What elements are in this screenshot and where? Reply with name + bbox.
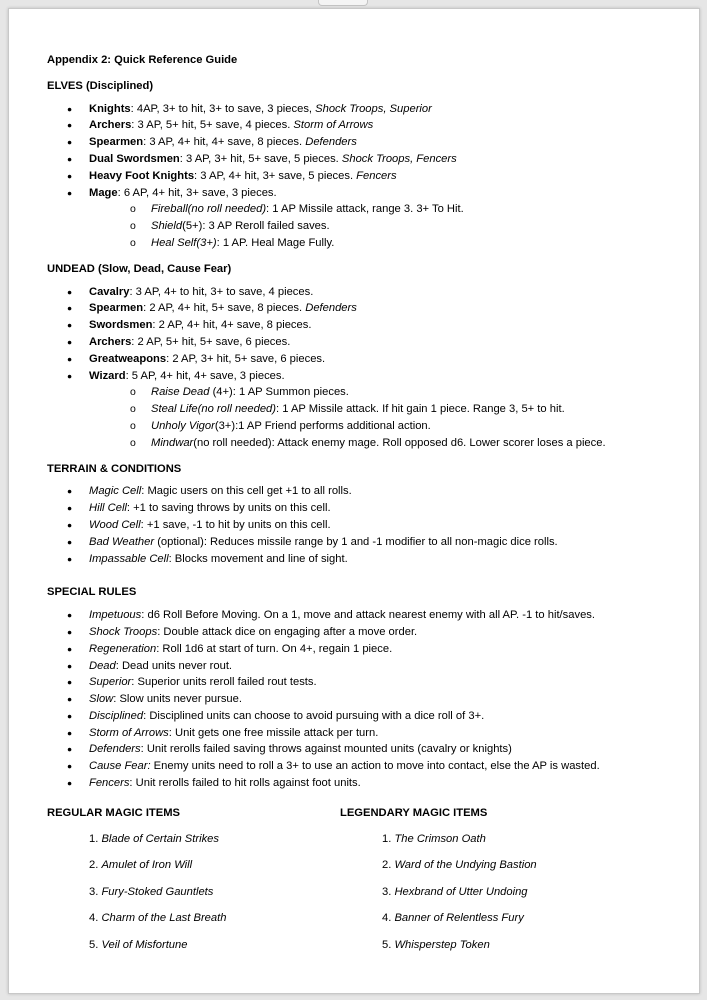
list-item: ● Impassable Cell: Blocks movement and line of sight.	[47, 551, 687, 568]
special-rules-heading: SPECIAL RULES	[47, 586, 137, 599]
legendary-magic-column	[340, 805, 537, 963]
special-rules-list	[47, 607, 687, 792]
list-item: ● Knights: 4AP, 3+ to hit, 3+ to save, 3 pieces, Shock Troops, Superior	[47, 101, 687, 118]
regular-magic-column	[47, 805, 226, 963]
spell-item: o Heal Self(3+): 1 AP. Heal Mage Fully.	[89, 235, 687, 252]
list-item: ● Wizard: 5 AP, 4+ hit, 4+ save, 3 pieces. o Raise Dead (4+): 1 AP Summon pieces. o Steal Life(no roll needed): 1 AP Missile attack. If hit gain 1 piece. Range 3, 5+ to hit. o Unholy Vigor(3+):1 AP Friend performs additional action. o Mindwar(no roll needed): Attack enemy mage. Roll opposed d6. Lower scorer loses a piece.	[47, 368, 687, 452]
list-item: 5. Whisperstep Token	[382, 938, 490, 951]
elves-spell-list	[89, 201, 687, 251]
list-item: ● Bad Weather (optional): Reduces missile range by 1 and -1 modifier to all non-magic dice rolls.	[47, 534, 687, 551]
list-item: ● Heavy Foot Knights: 3 AP, 4+ hit, 3+ save, 5 pieces. Fencers	[47, 168, 687, 185]
magic-items-section	[47, 805, 687, 955]
list-item: ● Dual Swordsmen: 3 AP, 3+ hit, 5+ save, 5 pieces. Shock Troops, Fencers	[47, 151, 687, 168]
list-item: 3. Hexbrand of Utter Undoing	[382, 885, 528, 898]
list-item: ● Slow: Slow units never pursue.	[47, 691, 687, 708]
list-item: ● Spearmen: 2 AP, 4+ hit, 5+ save, 8 pieces. Defenders	[47, 300, 687, 317]
list-item: ● Swordsmen: 2 AP, 4+ hit, 4+ save, 8 pieces.	[47, 317, 687, 334]
spell-item: o Fireball(no roll needed): 1 AP Missile attack, range 3. 3+ To Hit.	[89, 201, 687, 218]
regular-magic-heading: REGULAR MAGIC ITEMS	[47, 806, 181, 819]
undead-unit-list	[47, 284, 687, 452]
list-item: 4. Banner of Relentless Fury	[382, 912, 524, 925]
elves-heading: ELVES (Disciplined)	[47, 79, 154, 92]
list-item: ● Dead: Dead units never rout.	[47, 658, 687, 675]
spell-item: o Mindwar(no roll needed): Attack enemy mage. Roll opposed d6. Lower scorer loses a piece.	[89, 435, 687, 452]
elves-unit-list	[47, 101, 687, 252]
undead-heading: UNDEAD (Slow, Dead, Cause Fear)	[47, 262, 232, 275]
regular-magic-list	[47, 831, 226, 964]
spell-item: o Unholy Vigor(3+):1 AP Friend performs additional action.	[89, 418, 687, 435]
list-item: ● Cavalry: 3 AP, 4+ to hit, 3+ to save, 4 pieces.	[47, 284, 687, 301]
viewer-top-tab[interactable]	[318, 0, 368, 6]
spell-item: o Shield(5+): 3 AP Reroll failed saves.	[89, 218, 687, 235]
list-item: ● Shock Troops: Double attack dice on engaging after a move order.	[47, 624, 687, 641]
list-item: ● Impetuous: d6 Roll Before Moving. On a 1, move and attack nearest enemy with all AP. -1 to hit/saves.	[47, 607, 687, 624]
legendary-magic-list	[340, 831, 537, 964]
list-item: 5. Veil of Misfortune	[89, 938, 188, 951]
spell-item: o Steal Life(no roll needed): 1 AP Missile attack. If hit gain 1 piece. Range 3, 5+ to hit.	[89, 401, 687, 418]
list-item: ● Magic Cell: Magic users on this cell get +1 to all rolls.	[47, 483, 687, 500]
list-item: ● Cause Fear: Enemy units need to roll a 3+ to use an action to move into contact, else the AP is wasted.	[47, 758, 687, 775]
list-item: 1. The Crimson Oath	[382, 832, 486, 845]
terrain-list	[47, 483, 687, 567]
list-item: ● Mage: 6 AP, 4+ hit, 3+ save, 3 pieces. o Fireball(no roll needed): 1 AP Missile attack, range 3. 3+ To Hit. o Shield(5+): 3 AP Reroll failed saves. o Heal Self(3+): 1 AP. Heal Mage Fully.	[47, 185, 687, 252]
list-item: ● Disciplined: Disciplined units can choose to avoid pursuing with a dice roll of 3+.	[47, 708, 687, 725]
list-item: ● Storm of Arrows: Unit gets one free missile attack per turn.	[47, 725, 687, 742]
document-title: Appendix 2: Quick Reference Guide	[47, 54, 238, 66]
document-content	[47, 52, 687, 955]
list-item: ● Wood Cell: +1 save, -1 to hit by units on this cell.	[47, 517, 687, 534]
document-page	[8, 8, 700, 994]
undead-spell-list	[89, 384, 687, 451]
list-item: ● Defenders: Unit rerolls failed saving throws against mounted units (cavalry or knights)	[47, 741, 687, 758]
list-item: ● Spearmen: 3 AP, 4+ hit, 4+ save, 8 pieces. Defenders	[47, 134, 687, 151]
list-item: 3. Fury-Stoked Gauntlets	[89, 885, 214, 898]
terrain-heading: TERRAIN & CONDITIONS	[47, 462, 182, 475]
list-item: ● Greatweapons: 2 AP, 3+ hit, 5+ save, 6 pieces.	[47, 351, 687, 368]
list-item: 4. Charm of the Last Breath	[89, 912, 227, 925]
list-item: 2. Amulet of Iron Will	[89, 859, 193, 872]
list-item: ● Superior: Superior units reroll failed rout tests.	[47, 674, 687, 691]
list-item: ● Hill Cell: +1 to saving throws by units on this cell.	[47, 500, 687, 517]
list-item: ● Fencers: Unit rerolls failed to hit rolls against foot units.	[47, 775, 687, 792]
list-item: 1. Blade of Certain Strikes	[89, 832, 219, 845]
list-item: 2. Ward of the Undying Bastion	[382, 859, 537, 872]
list-item: ● Regeneration: Roll 1d6 at start of turn. On 4+, regain 1 piece.	[47, 641, 687, 658]
legendary-magic-heading: LEGENDARY MAGIC ITEMS	[340, 806, 488, 819]
list-item: ● Archers: 3 AP, 5+ hit, 5+ save, 4 pieces. Storm of Arrows	[47, 117, 687, 134]
list-item: ● Archers: 2 AP, 5+ hit, 5+ save, 6 pieces.	[47, 334, 687, 351]
spell-item: o Raise Dead (4+): 1 AP Summon pieces.	[89, 384, 687, 401]
